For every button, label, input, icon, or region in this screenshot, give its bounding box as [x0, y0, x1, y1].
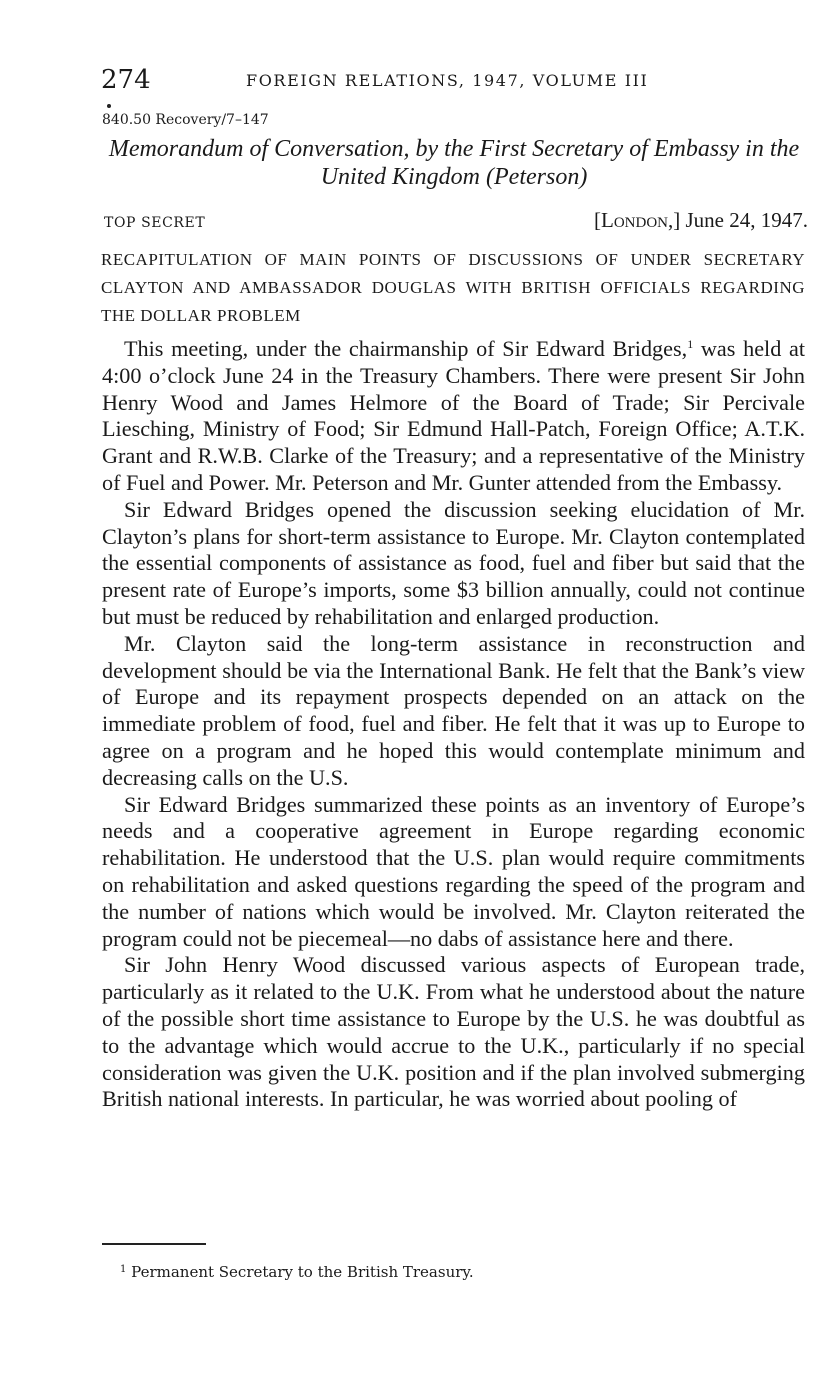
paragraph-5: Sir John Henry Wood discussed various aspects of European trade, particularly as it related to the U.K. From what he understood about the nature of the possible short time assistance to Europe by the U.S. he was doubtful as to the advantage which would accrue to the U.K., particularly if no special consideration was given the U.K. position and if the plan involved submerging British national interests. In particular, he was worried about pooling of — [102, 952, 805, 1112]
paragraph-2: Sir Edward Bridges opened the discussion seeking elucidation of Mr. Clayton’s plans for short-term assistance to Europe. Mr. Clayton contemplated the essential components of assistance as food, fuel and fiber but said that the present rate of Europe’s imports, some $3 billion annually, could not continue but must be reduced by rehabilitation and enlarged production. — [102, 496, 805, 629]
file-reference: 840.50 Recovery/7–147 — [102, 112, 269, 128]
paragraph-1 — [102, 336, 805, 497]
place-date — [594, 208, 808, 233]
running-head — [101, 64, 805, 98]
page-number: 274 — [101, 65, 151, 95]
footnote-marker: 1 — [120, 1264, 127, 1275]
place: [London,] — [594, 208, 681, 232]
subject-heading: RECAPITULATION OF MAIN POINTS OF DISCUSSIONS OF UNDER SECRETARY CLAYTON AND AMBASSADOR DOUGLAS WITH BRITISH OFFICIALS REGARDING THE DOLLAR PROBLEM — [101, 250, 805, 325]
paragraph-text: was held at 4:00 o’clock June 24 in the Treasury Chambers. There were present Sir John Henry Wood and James Helmore of the Board of Trade; Sir Percivale Liesching, Ministry of Food; Sir Edmund Hall-Patch, Foreign Office; A.T.K. Grant and R.W.B. Clarke of the Treasury; and a representative of the Ministry of Fuel and Power. Mr. Peterson and Mr. Gunter attended from the Embassy. — [102, 336, 806, 495]
running-head-title: FOREIGN RELATIONS, 1947, VOLUME III — [246, 71, 649, 90]
footnote-divider — [102, 1243, 206, 1245]
footnote-text: Permanent Secretary to the British Treasury. — [131, 1263, 474, 1281]
date: June 24, 1947. — [685, 208, 808, 232]
classification-label: TOP SECRET — [104, 215, 206, 231]
footnote-reference: 1 — [687, 337, 694, 351]
footnote — [120, 1262, 474, 1282]
margin-dot — [107, 104, 111, 108]
paragraph-3: Mr. Clayton said the long-term assistance in reconstruction and development should be via the International Bank. He felt that the Bank’s view of Europe and its repayment prospects depended on an attack on the immediate problem of food, fuel and fiber. He felt that it was up to Europe to agree on a program and he hoped this would contemplate minimum and decreasing calls on the U.S. — [102, 630, 805, 790]
paragraph-4: Sir Edward Bridges summarized these points as an inventory of Europe’s needs and a cooperative agreement in Europe regarding economic rehabilitation. He understood that the U.S. plan would require commitments on rehabilitation and asked questions regarding the speed of the program and the number of nations which would be involved. Mr. Clayton reiterated the program could not be piecemeal—no dabs of assistance here and there. — [102, 791, 805, 951]
body-text — [102, 336, 805, 1113]
paragraph-text: This meeting, under the chairmanship of Sir Edward Bridges, — [124, 336, 688, 361]
document-title: Memorandum of Conversation, by the First Secretary of Embassy in the United Kingdom (Peterson) — [108, 136, 800, 190]
